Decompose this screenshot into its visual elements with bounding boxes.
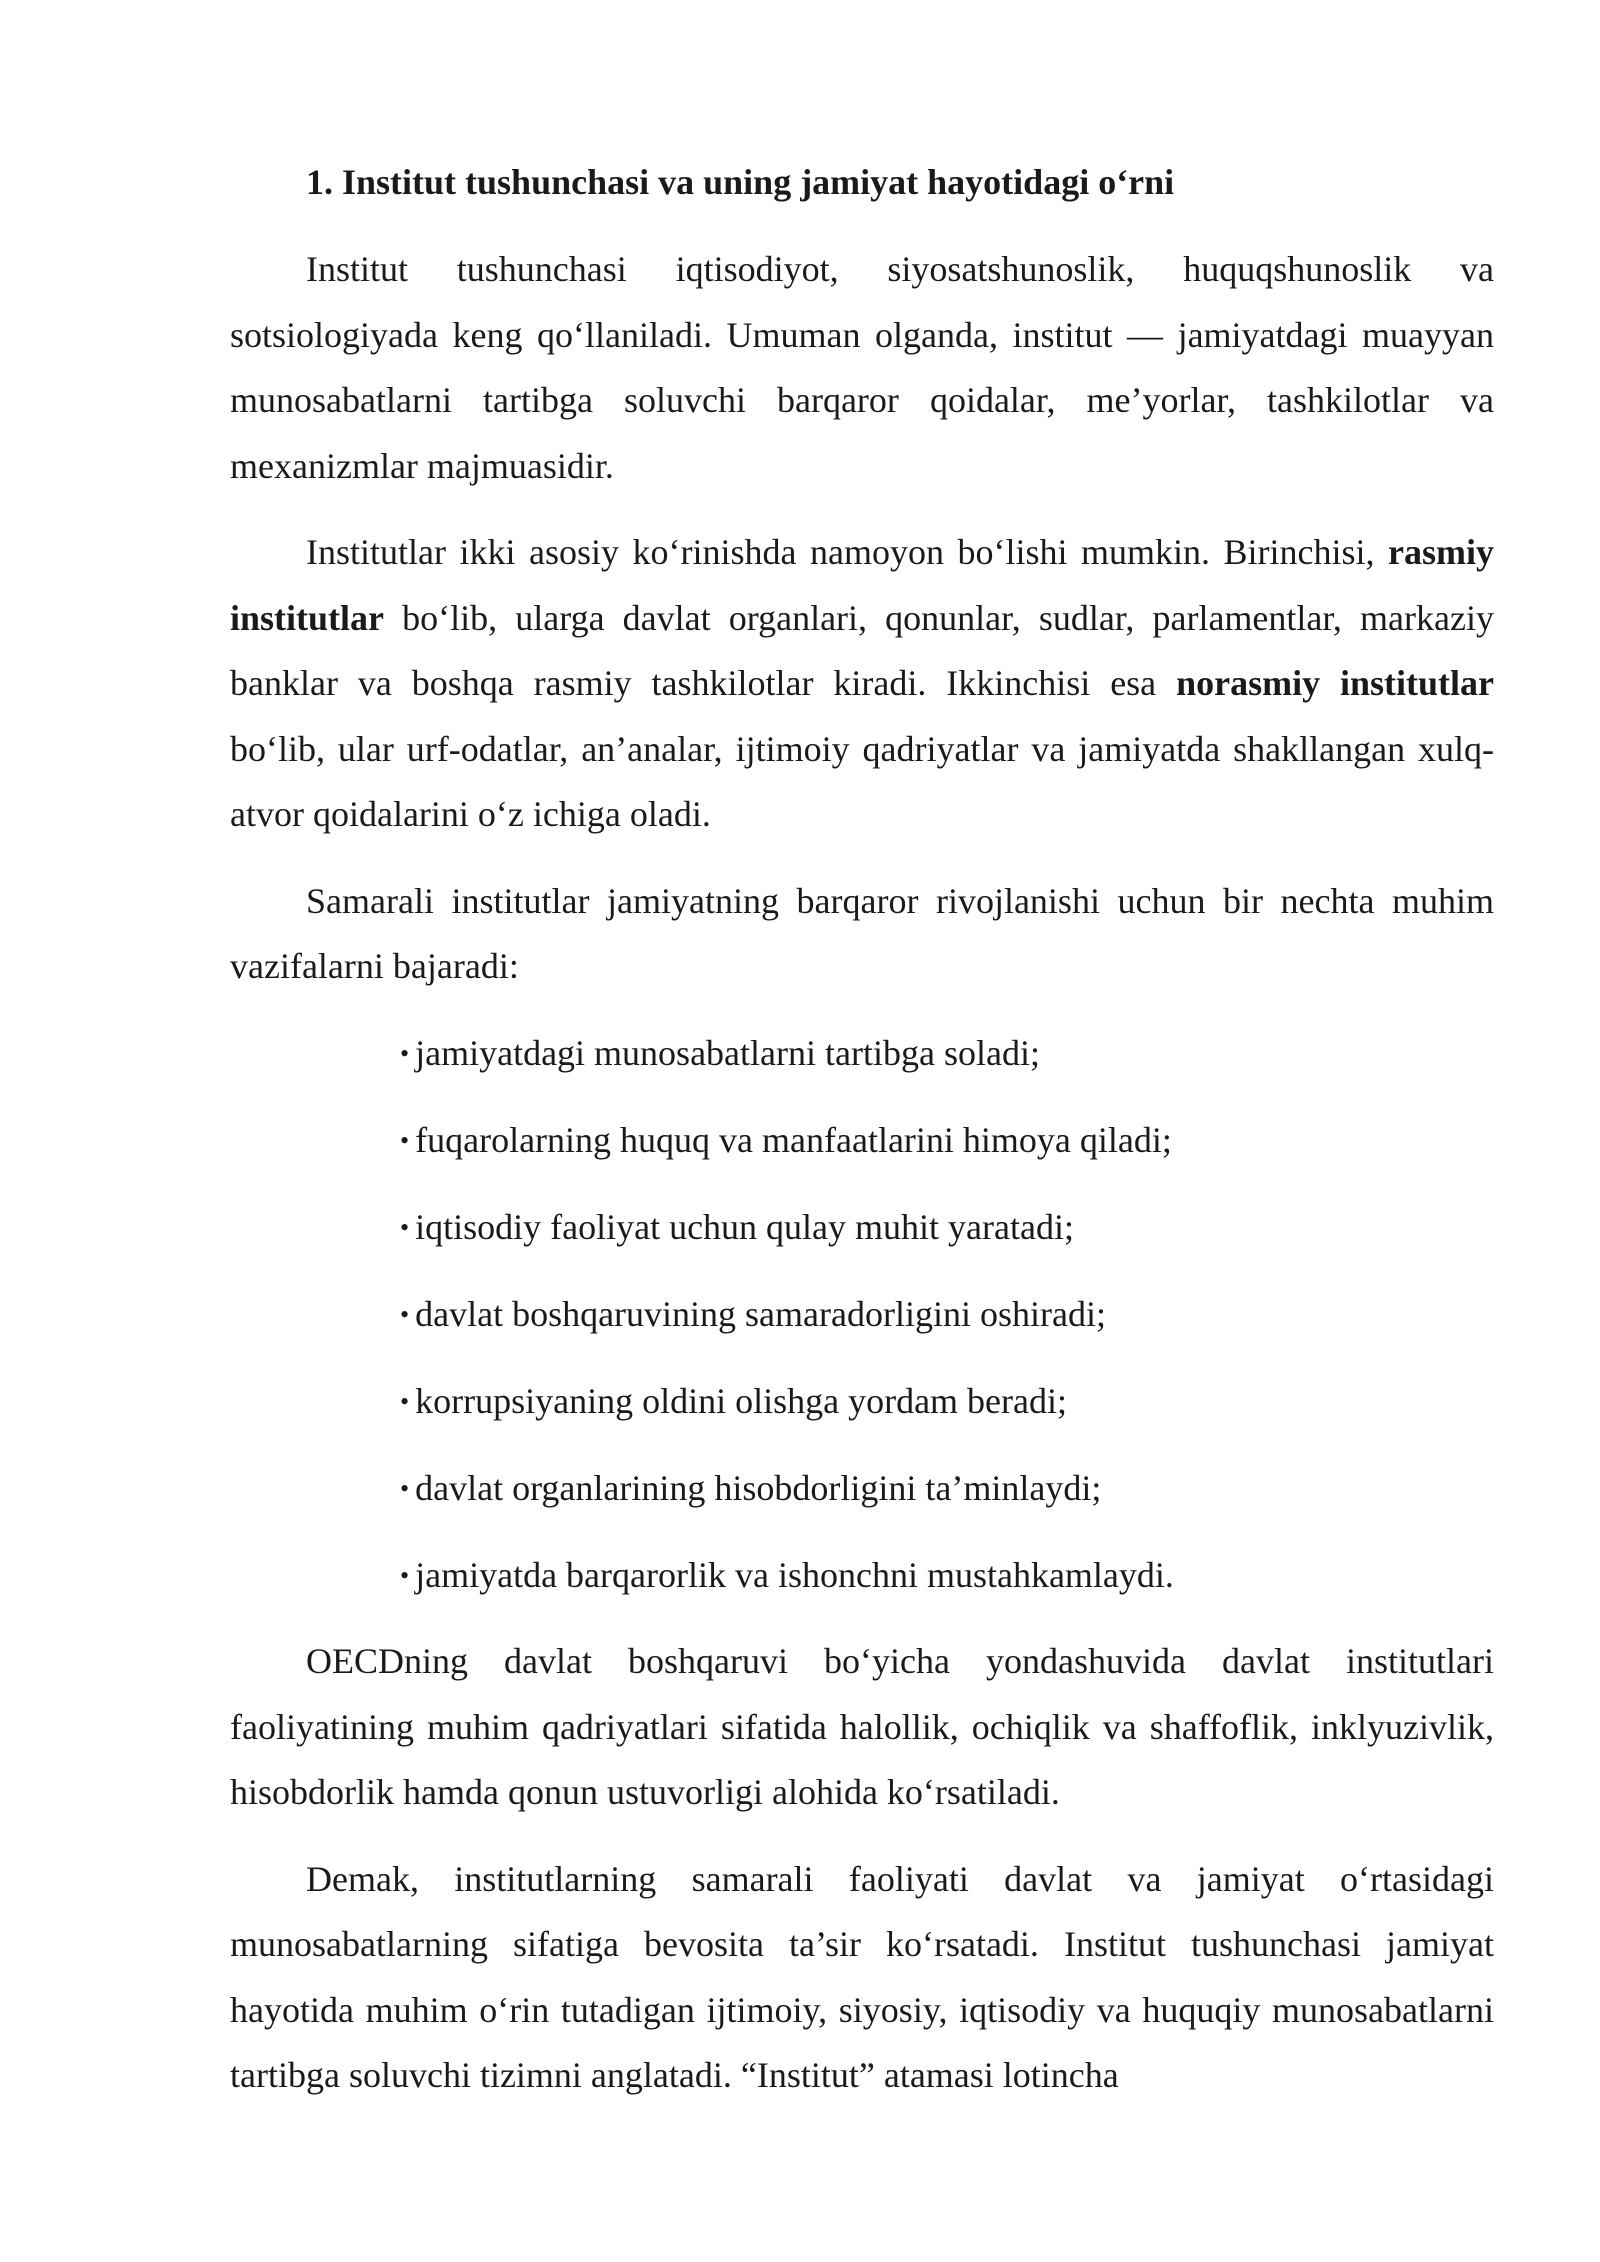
list-item-text: korrupsiyaning oldini olishga yordam beradi; (415, 1380, 1067, 1421)
bullet-icon: • (400, 1386, 410, 1416)
list-item (400, 1108, 1494, 1174)
functions-list (230, 1021, 1494, 1609)
list-item-text: davlat boshqaruvining samaradorligini oshiradi; (415, 1293, 1106, 1334)
paragraph-institut-types (230, 520, 1494, 848)
paragraph-conclusion: Demak, institutlarning samarali faoliyati davlat va jamiyat o‘rtasidagi munosabatlarning sifatiga bevosita ta’sir ko‘rsatadi. Institut tushunchasi jamiyat hayotida muhim o‘rin tutadigan ijtimoiy, siyosiy, iqtisodiy va huquqiy munosabatlarni tartibga soluvchi tizimni anglatadi. “Institut” atamasi lotincha (230, 1858, 1494, 2095)
paragraph-functions-intro: Samarali institutlar jamiyatning barqaror rivojlanishi uchun bir nechta muhim vazifalarni bajaradi: (230, 880, 1494, 986)
list-item (400, 1543, 1494, 1609)
list-item-text: davlat organlarining hisobdorligini ta’minlaydi; (415, 1467, 1102, 1508)
bullet-icon: • (400, 1473, 410, 1503)
list-item-text: jamiyatdagi munosabatlarni tartibga soladi; (415, 1032, 1040, 1073)
paragraph-text: bo‘lib, ular urf-odatlar, an’analar, ijtimoiy qadriyatlar va jamiyatda shakllangan xulq-atvor qoidalarini o‘z ichiga oladi. (230, 728, 1494, 834)
document-page (230, 150, 1494, 2130)
section-heading: 1. Institut tushunchasi va uning jamiyat hayotidagi o‘rni (306, 162, 1175, 202)
paragraph-text: bo‘lib, ularga davlat organlari, qonunlar, sudlar, parlamentlar, markaziy banklar va boshqa rasmiy tashkilotlar kiradi. Ikkinchisi esa (230, 597, 1494, 703)
bullet-icon: • (400, 1212, 410, 1242)
bullet-icon: • (400, 1125, 410, 1155)
list-item (400, 1456, 1494, 1522)
bold-term-rasmiy: rasmiy institutlar (230, 532, 1494, 638)
bold-term-norasmiy: norasmiy institutlar (1176, 663, 1494, 703)
bullet-icon: • (400, 1299, 410, 1329)
list-item-text: jamiyatda barqarorlik va ishonchni mustahkamlaydi. (415, 1554, 1174, 1595)
bullet-icon: • (400, 1038, 410, 1068)
list-item-text: fuqarolarning huquq va manfaatlarini himoya qiladi; (415, 1119, 1172, 1160)
paragraph-oecd: OECDning davlat boshqaruvi bo‘yicha yondashuvida davlat institutlari faoliyatining muhim qadriyatlari sifatida halollik, ochiqlik va shaffoflik, inklyuzivlik, hisobdorlik hamda qonun ustuvorligi alohida ko‘rsatiladi. (230, 1641, 1494, 1812)
paragraph-text: Institutlar ikki asosiy ko‘rinishda namoyon bo‘lishi mumkin. Birinchisi, (306, 532, 1389, 572)
bullet-icon: • (400, 1560, 410, 1590)
list-item (400, 1021, 1494, 1087)
list-item (400, 1282, 1494, 1348)
list-item (400, 1369, 1494, 1435)
list-item-text: iqtisodiy faoliyat uchun qulay muhit yaratadi; (415, 1206, 1074, 1247)
paragraph-institut-definition: Institut tushunchasi iqtisodiyot, siyosatshunoslik, huquqshunoslik va sotsiologiyada keng qo‘llaniladi. Umuman olganda, institut — jamiyatdagi muayyan munosabatlarni tartibga soluvchi barqaror qoidalar, me’yorlar, tashkilotlar va mexanizmlar majmuasidir. (230, 249, 1494, 486)
list-item (400, 1195, 1494, 1261)
